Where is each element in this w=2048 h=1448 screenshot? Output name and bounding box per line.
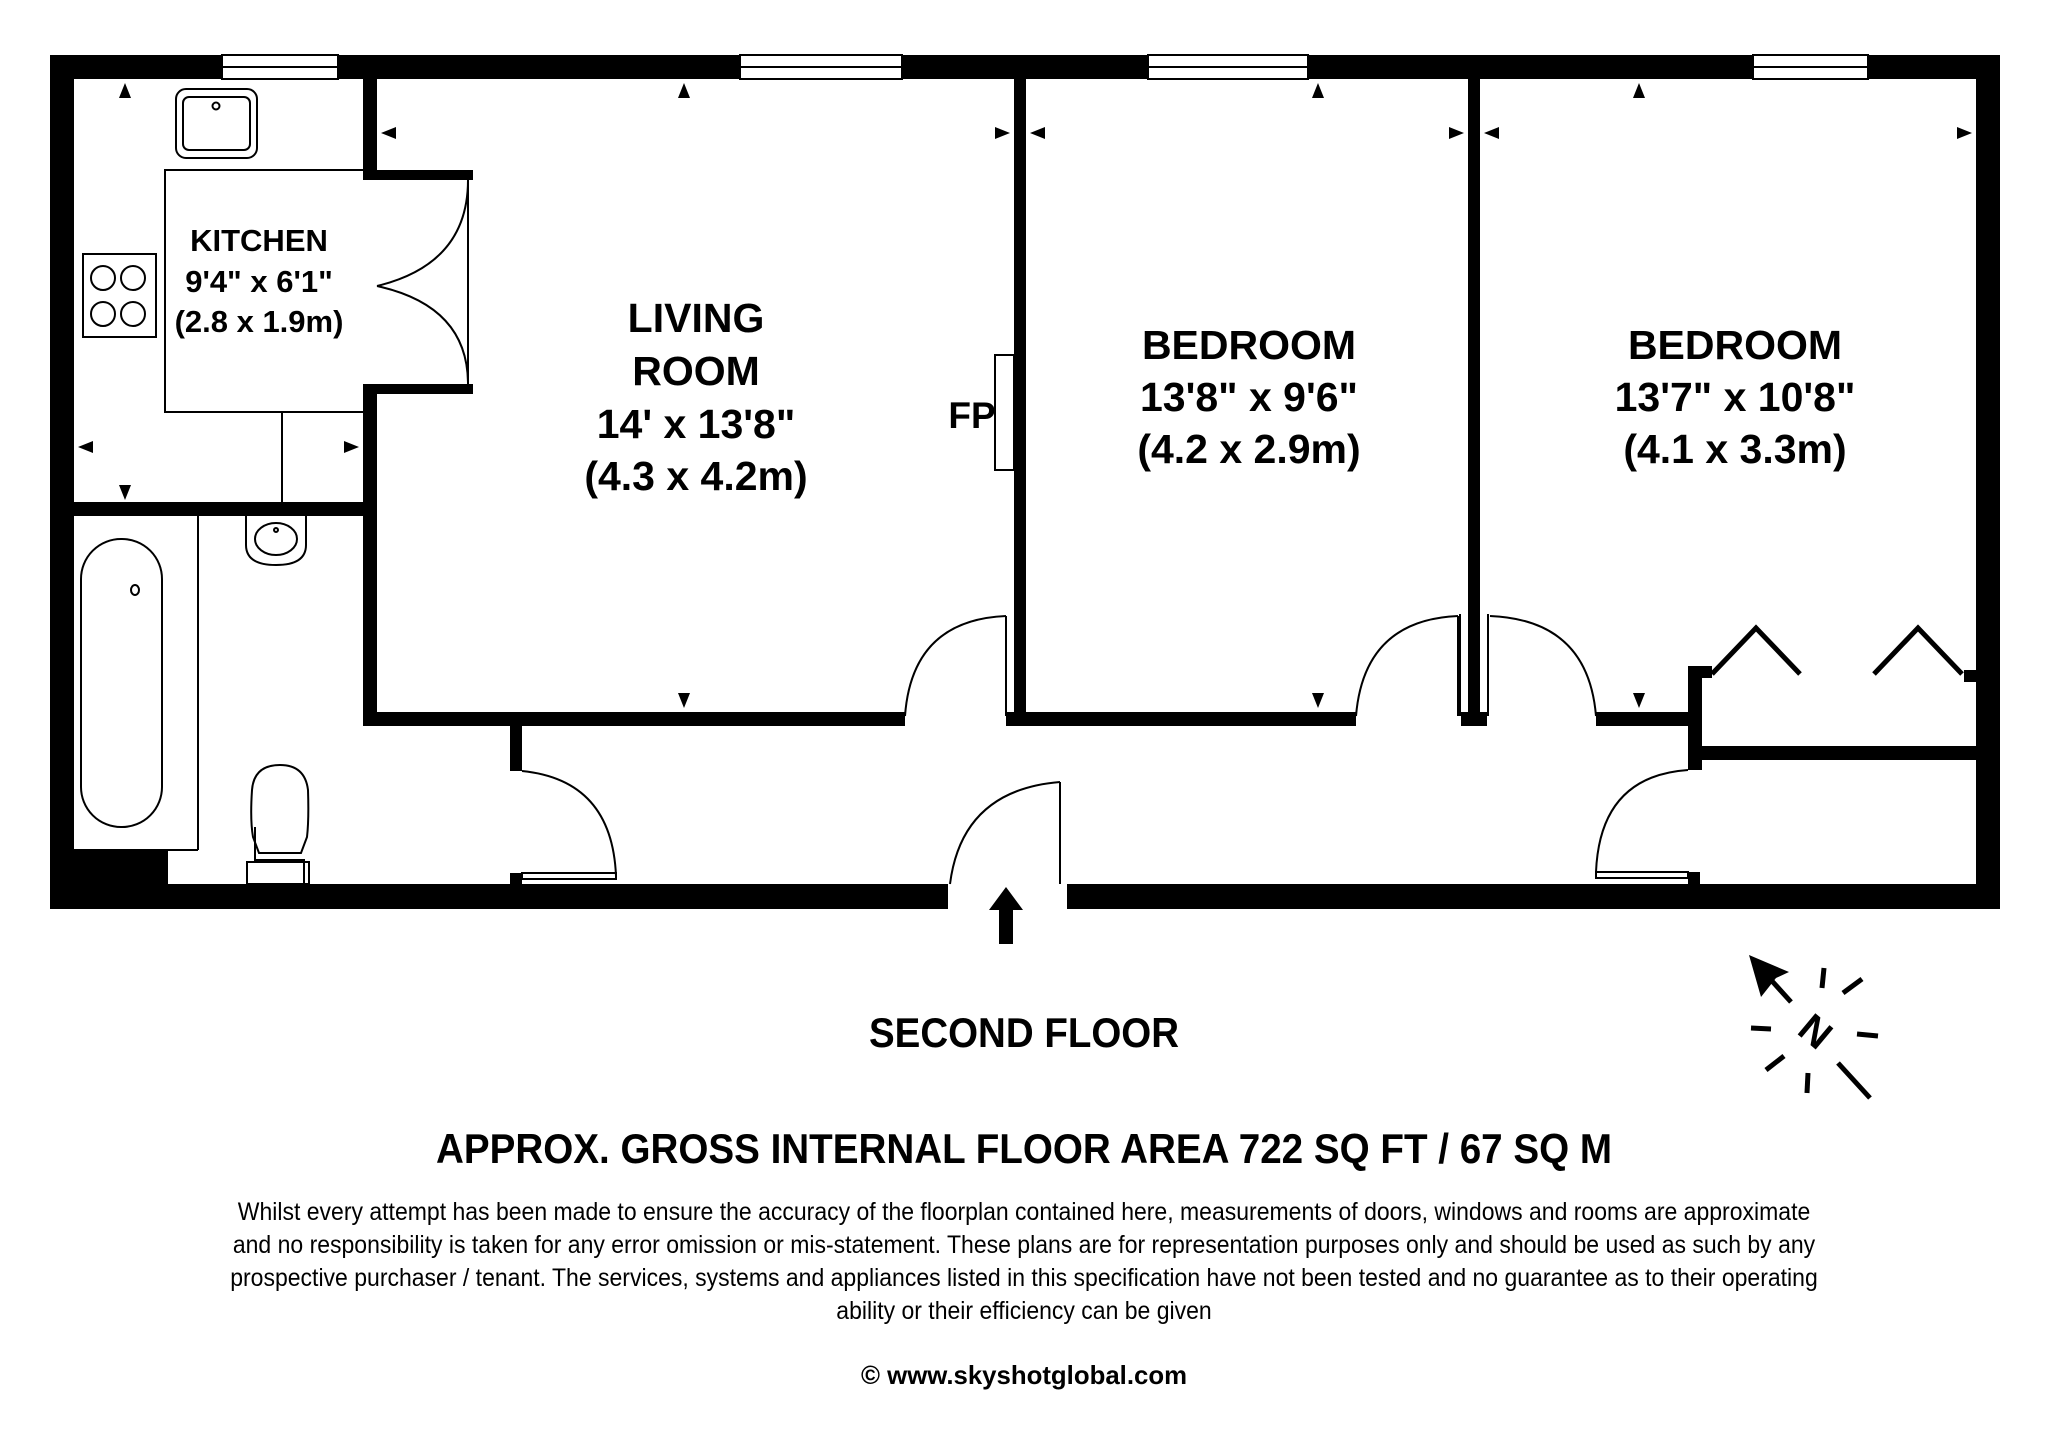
entrance-arrow-icon	[989, 887, 1023, 944]
wardrobe-doors	[1712, 628, 1962, 674]
room-living-dims-metric: (4.3 x 4.2m)	[584, 453, 808, 499]
entrance-door	[950, 782, 1060, 884]
basin-icon	[246, 516, 306, 565]
bedroom-1-door	[1356, 616, 1458, 716]
fireplace-icon	[995, 355, 1014, 470]
hob-icon	[83, 254, 156, 337]
room-bedroom-1-dims-imperial: 13'8" x 9'6"	[1140, 374, 1358, 420]
compass-label: N	[1789, 1005, 1841, 1059]
toilet-icon	[247, 765, 309, 884]
window-bedroom-1	[1148, 55, 1308, 79]
room-kitchen	[175, 223, 344, 339]
room-living-dims-imperial: 14' x 13'8"	[596, 401, 796, 447]
doors	[377, 180, 1962, 884]
fireplace-label: FP	[948, 395, 996, 436]
room-bedroom-2	[1615, 322, 1856, 472]
room-bedroom-1-name: BEDROOM	[1141, 322, 1357, 368]
room-kitchen-dims-metric: (2.8 x 1.9m)	[174, 304, 344, 339]
window-kitchen	[222, 55, 338, 79]
room-kitchen-dims-imperial: 9'4" x 6'1"	[185, 264, 333, 299]
window-living	[740, 55, 902, 79]
storage-door	[1596, 770, 1688, 872]
room-living-name-line2: ROOM	[632, 348, 760, 394]
disclaimer-text: Whilst every attempt has been made to ensure the accuracy of the floorplan contained here, measurements of doors, windows and rooms are approximate and no responsibility is taken for any error omission or mis-statement. These plans are for representation purposes only and should be used as such by any prospective purchaser / tenant. The services, systems and appliances listed in this specification have not been tested and no guarantee as to their operating ability or their efficiency can be given	[230, 1198, 1818, 1325]
room-bedroom-1	[1137, 322, 1360, 472]
room-bedroom-2-dims-imperial: 13'7" x 10'8"	[1614, 374, 1856, 420]
bathroom-fixtures	[74, 516, 309, 884]
room-living-name-line1: LIVING	[627, 295, 765, 341]
room-living	[584, 295, 807, 499]
room-bedroom-2-name: BEDROOM	[1627, 322, 1843, 368]
internal-walls	[74, 79, 1976, 886]
bathroom-door	[522, 771, 616, 876]
area-title: APPROX. GROSS INTERNAL FLOOR AREA 722 SQ FT / 67 SQ M	[436, 1125, 1612, 1172]
copyright-credit: © www.skyshotglobal.com	[861, 1360, 1187, 1390]
room-bedroom-1-dims-metric: (4.2 x 2.9m)	[1137, 426, 1361, 472]
window-bedroom-2	[1753, 55, 1868, 79]
bath-icon	[74, 516, 198, 850]
bedroom-2-door	[1490, 616, 1596, 716]
room-bedroom-2-dims-metric: (4.1 x 3.3m)	[1623, 426, 1847, 472]
room-kitchen-name: KITCHEN	[190, 223, 328, 258]
sink-icon	[176, 89, 257, 158]
living-room-door	[905, 616, 1006, 716]
kitchen-double-door	[377, 180, 468, 384]
north-compass-icon	[1749, 955, 1878, 1098]
floor-title: SECOND FLOOR	[869, 1009, 1179, 1056]
